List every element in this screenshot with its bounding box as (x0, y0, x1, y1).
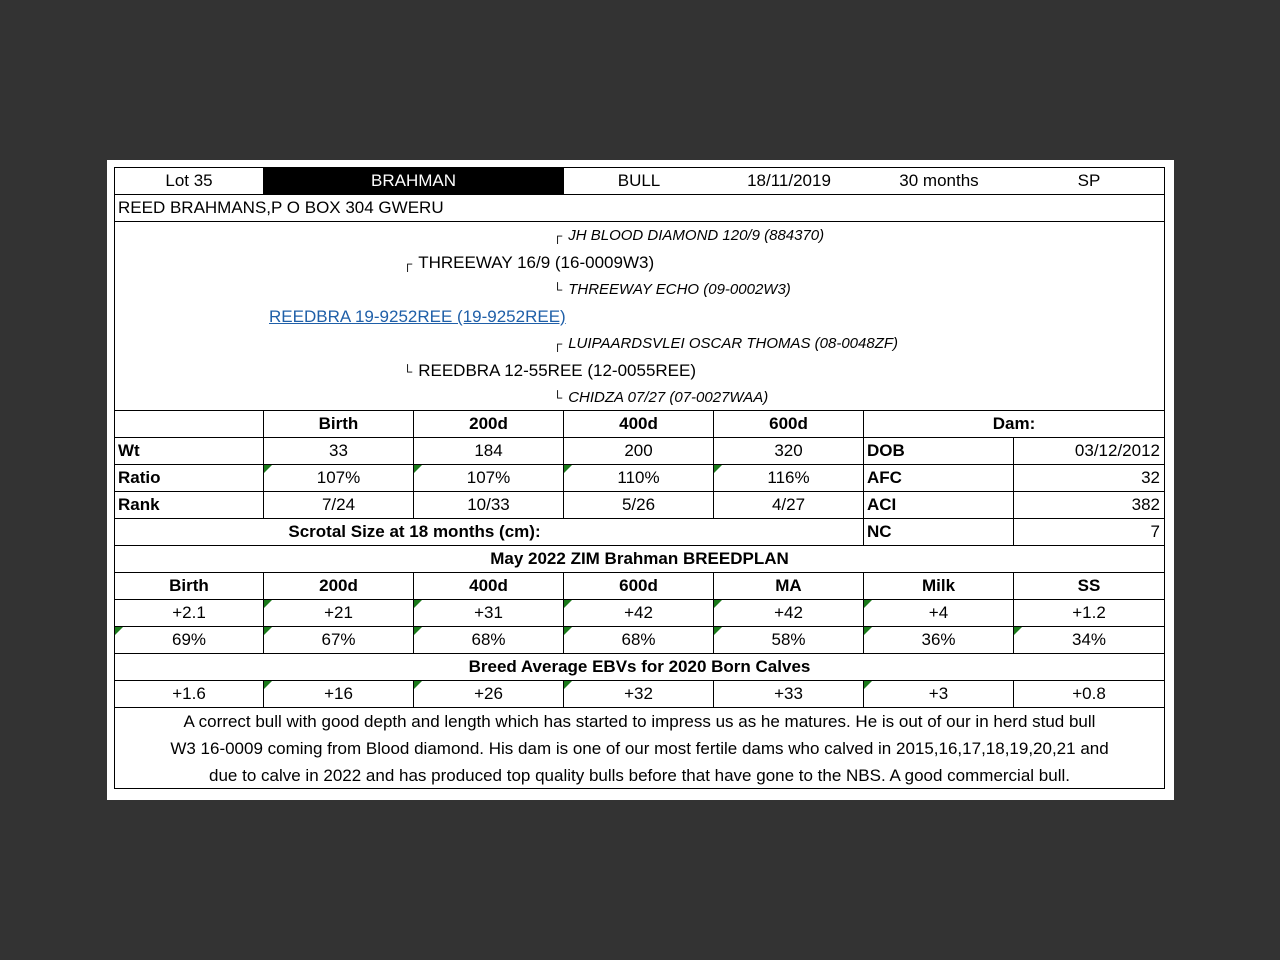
breed-average-row (114, 681, 1165, 708)
ebv-value-row (114, 600, 1165, 627)
dam-value: 382 (1014, 492, 1165, 519)
average-value: +16 (264, 681, 414, 708)
code-label: SP (1014, 167, 1165, 195)
scrotal-label: Scrotal Size at 18 months (cm): (114, 519, 714, 546)
sire-sire: ┌ JH BLOOD DIAMOND 120/9 (884370) (553, 227, 825, 244)
ebv-header: SS (1014, 573, 1165, 600)
dam-sire: ┌ LUIPAARDSVLEI OSCAR THOMAS (08-0048ZF) (553, 335, 899, 352)
dam-label: ACI (864, 492, 1014, 519)
average-value: +1.6 (114, 681, 264, 708)
perf-header: 600d (714, 411, 864, 438)
lot-card (114, 167, 1165, 789)
weight-value: 200 (564, 438, 714, 465)
ratio-value: 107% (414, 465, 564, 492)
perf-header: 400d (564, 411, 714, 438)
breedplan-title: May 2022 ZIM Brahman BREEDPLAN (114, 546, 1165, 573)
scrotal-row (114, 519, 1165, 546)
ebv-header: 400d (414, 573, 564, 600)
ratio-row (114, 465, 1165, 492)
lot-description (114, 708, 1165, 789)
ebv-header: 600d (564, 573, 714, 600)
rank-value: 7/24 (264, 492, 414, 519)
sire-dam: └ THREEWAY ECHO (09-0002W3) (553, 281, 791, 298)
breeder-address: REED BRAHMANS,P O BOX 304 GWERU (114, 195, 1165, 222)
ebv-value: +4 (864, 600, 1014, 627)
performance-header-row (114, 411, 1165, 438)
rank-value: 10/33 (414, 492, 564, 519)
dam-value: 32 (1014, 465, 1165, 492)
weight-row (114, 438, 1165, 465)
description-line: W3 16-0009 coming from Blood diamond. His dam is one of our most fertile dams who calved in 2015,16,17,18,19,20,21 and (170, 739, 1109, 758)
scrotal-value (714, 519, 864, 546)
animal-link[interactable]: REEDBRA 19-9252REE (19-9252REE) (269, 307, 566, 326)
ebv-header: MA (714, 573, 864, 600)
catalogue-page (107, 160, 1174, 800)
dam: └ REEDBRA 12-55REE (12-0055REE) (403, 361, 697, 380)
ebv-value: +42 (564, 600, 714, 627)
sex-label: BULL (564, 167, 714, 195)
perf-header: Birth (264, 411, 414, 438)
row-label: Rank (114, 492, 264, 519)
weight-value: 184 (414, 438, 564, 465)
rank-value: 5/26 (564, 492, 714, 519)
ebv-value: +2.1 (114, 600, 264, 627)
dam-dam: └ CHIDZA 07/27 (07-0027WAA) (553, 389, 769, 406)
breedplan-title-row (114, 546, 1165, 573)
rank-value: 4/27 (714, 492, 864, 519)
average-value: +32 (564, 681, 714, 708)
ebv-value: +42 (714, 600, 864, 627)
average-value: +33 (714, 681, 864, 708)
ebv-value: +31 (414, 600, 564, 627)
ebv-accuracy: 34% (1014, 627, 1165, 654)
birth-date: 18/11/2019 (714, 167, 864, 195)
ebv-accuracy: 68% (414, 627, 564, 654)
breeder-row (114, 195, 1165, 222)
ebv-accuracy: 36% (864, 627, 1014, 654)
ebv-accuracy: 67% (264, 627, 414, 654)
average-value: +26 (414, 681, 564, 708)
blank-cell (114, 411, 264, 438)
description-line: A correct bull with good depth and length which has started to impress us as he matures. He is out of our in herd stud bull (183, 712, 1096, 731)
ratio-value: 107% (264, 465, 414, 492)
dam-label: NC (864, 519, 1014, 546)
average-value: +3 (864, 681, 1014, 708)
dam-value: 03/12/2012 (1014, 438, 1165, 465)
ebv-value: +21 (264, 600, 414, 627)
age-label: 30 months (864, 167, 1014, 195)
perf-header: 200d (414, 411, 564, 438)
ebv-header: Birth (114, 573, 264, 600)
description-line: due to calve in 2022 and has produced top quality bulls before that have gone to the NBS. A good commercial bull. (209, 766, 1070, 785)
ebv-value: +1.2 (1014, 600, 1165, 627)
ratio-value: 116% (714, 465, 864, 492)
breed-average-title: Breed Average EBVs for 2020 Born Calves (114, 654, 1165, 681)
breed-average-title-row (114, 654, 1165, 681)
dam-label: DOB (864, 438, 1014, 465)
rank-row (114, 492, 1165, 519)
dam-header: Dam: (864, 411, 1165, 438)
header-row (114, 167, 1165, 195)
ebv-accuracy-row (114, 627, 1165, 654)
dam-value: 7 (1014, 519, 1165, 546)
dam-label: AFC (864, 465, 1014, 492)
ebv-accuracy: 58% (714, 627, 864, 654)
pedigree-block (114, 222, 1165, 411)
ebv-header-row (114, 573, 1165, 600)
ebv-accuracy: 69% (114, 627, 264, 654)
lot-number: Lot 35 (114, 167, 264, 195)
weight-value: 320 (714, 438, 864, 465)
sire: ┌ THREEWAY 16/9 (16-0009W3) (403, 253, 655, 272)
ratio-value: 110% (564, 465, 714, 492)
ebv-header: 200d (264, 573, 414, 600)
row-label: Wt (114, 438, 264, 465)
breed-label: BRAHMAN (264, 167, 564, 195)
average-value: +0.8 (1014, 681, 1165, 708)
ebv-header: Milk (864, 573, 1014, 600)
ebv-accuracy: 68% (564, 627, 714, 654)
weight-value: 33 (264, 438, 414, 465)
row-label: Ratio (114, 465, 264, 492)
